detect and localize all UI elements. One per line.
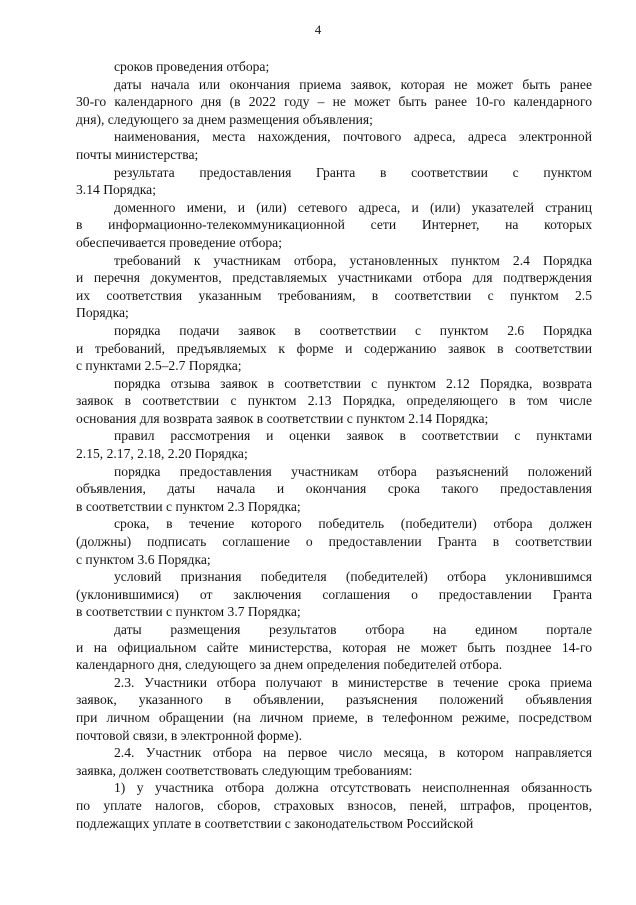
text-line: календарного дня, следующего за днем определения победителей отбора.: [76, 657, 503, 673]
text-line: и требований, предъявляемых к форме и содержанию заявок в соответствии: [76, 340, 592, 356]
text-line: условий признания победителя (победителей) отбора уклонившимся: [114, 569, 592, 585]
text-line: порядка отзыва заявок в соответствии с пунктом 2.12 Порядка, возврата: [114, 375, 592, 391]
text-line: подлежащих уплате в соответствии с законодательством Российской: [76, 815, 474, 831]
paragraph: [76, 128, 592, 163]
text-line: Порядка;: [76, 305, 129, 321]
text-line: их соответствия указанным требованиям, в соответствии с пунктом 2.5: [76, 287, 592, 303]
text-line: в соответствии с пунктом 2.3 Порядка;: [76, 498, 301, 514]
text-line: 3.14 Порядка;: [76, 182, 156, 198]
paragraph: [76, 58, 592, 76]
paragraph: [76, 779, 592, 832]
paragraph: [76, 674, 592, 744]
text-line: в информационно-телекоммуникационной сети Интернет, на которых: [76, 217, 592, 233]
text-line: заявка, должен соответствовать следующим требованиям:: [76, 762, 413, 778]
text-line: порядка подачи заявок в соответствии с пунктом 2.6 Порядка: [114, 322, 592, 338]
text-line: почтовой связи, в электронной форме).: [76, 727, 303, 743]
text-line: при личном обращении (на личном приеме, в телефонном режиме, посредством: [76, 709, 592, 725]
text-line: заявок в соответствии с пунктом 2.13 Порядка, определяющего в том числе: [76, 393, 592, 409]
text-line: почты министерства;: [76, 146, 199, 162]
text-line: 2.4. Участник отбора на первое число месяца, в котором направляется: [114, 745, 592, 761]
text-line: (уклонившимися) от заключения соглашения о предоставлении Гранта: [76, 586, 592, 602]
text-line: результата предоставления Гранта в соответствии с пунктом: [114, 164, 592, 180]
text-line: 2.15, 2.17, 2.18, 2.20 Порядка;: [76, 446, 248, 462]
text-line: дня), следующего за днем размещения объявления;: [76, 111, 373, 127]
paragraph: [76, 427, 592, 462]
page-number: 4: [314, 22, 322, 37]
text-line: в соответствии с пунктом 3.7 Порядка;: [76, 604, 301, 620]
text-line: обеспечивается проведение отбора;: [76, 234, 282, 250]
text-line: и на официальном сайте министерства, которая не может быть позднее 14-го: [76, 639, 592, 655]
text-line: основания для возврата заявок в соответствии с пунктом 2.14 Порядка;: [76, 410, 489, 426]
paragraph: [76, 621, 592, 674]
text-line: сроков проведения отбора;: [114, 59, 270, 74]
text-line: 30-го календарного дня (в 2022 году – не может быть ранее 10-го календарного: [76, 94, 592, 110]
text-line: заявок, указанного в объявлении, разъяснения положений объявления: [76, 692, 592, 708]
text-line: доменного имени, и (или) сетевого адреса, и (или) указателей страниц: [114, 199, 592, 215]
text-line: по уплате налогов, сборов, страховых взносов, пеней, штрафов, процентов,: [76, 797, 592, 813]
text-line: объявления, даты начала и окончания срока такого предоставления: [76, 481, 592, 497]
text-line: наименования, места нахождения, почтового адреса, адреса электронной: [114, 129, 592, 145]
paragraph: [76, 199, 592, 252]
paragraph: [76, 515, 592, 568]
paragraph: [76, 164, 592, 199]
text-line: срока, в течение которого победитель (победители) отбора должен: [114, 516, 592, 532]
text-line: даты начала или окончания приема заявок, которая не может быть ранее: [114, 76, 592, 92]
paragraph: [76, 568, 592, 621]
text-line: правил рассмотрения и оценки заявок в соответствии с пунктами: [114, 428, 592, 444]
text-line: 1) у участника отбора должна отсутствовать неисполненная обязанность: [114, 780, 592, 796]
text-line: с пунктом 3.6 Порядка;: [76, 551, 211, 567]
paragraph: [76, 252, 592, 322]
text-line: и перечня документов, представляемых участниками отбора для подтверждения: [76, 270, 592, 286]
text-line: порядка предоставления участникам отбора разъяснений положений: [114, 463, 592, 479]
text-line: даты размещения результатов отбора на едином портале: [114, 622, 592, 637]
paragraph: [76, 322, 592, 375]
paragraph: [76, 463, 592, 516]
text-line: (должны) подписать соглашение о предоставлении Гранта в соответствии: [76, 534, 592, 550]
text-line: с пунктами 2.5–2.7 Порядка;: [76, 358, 242, 374]
text-line: 2.3. Участники отбора получают в министерстве в течение срока приема: [114, 674, 592, 690]
paragraph: [76, 375, 592, 428]
paragraph: [76, 744, 592, 779]
document-body: [76, 58, 592, 832]
paragraph: [76, 76, 592, 129]
text-line: требований к участникам отбора, установленных пунктом 2.4 Порядка: [114, 252, 592, 268]
